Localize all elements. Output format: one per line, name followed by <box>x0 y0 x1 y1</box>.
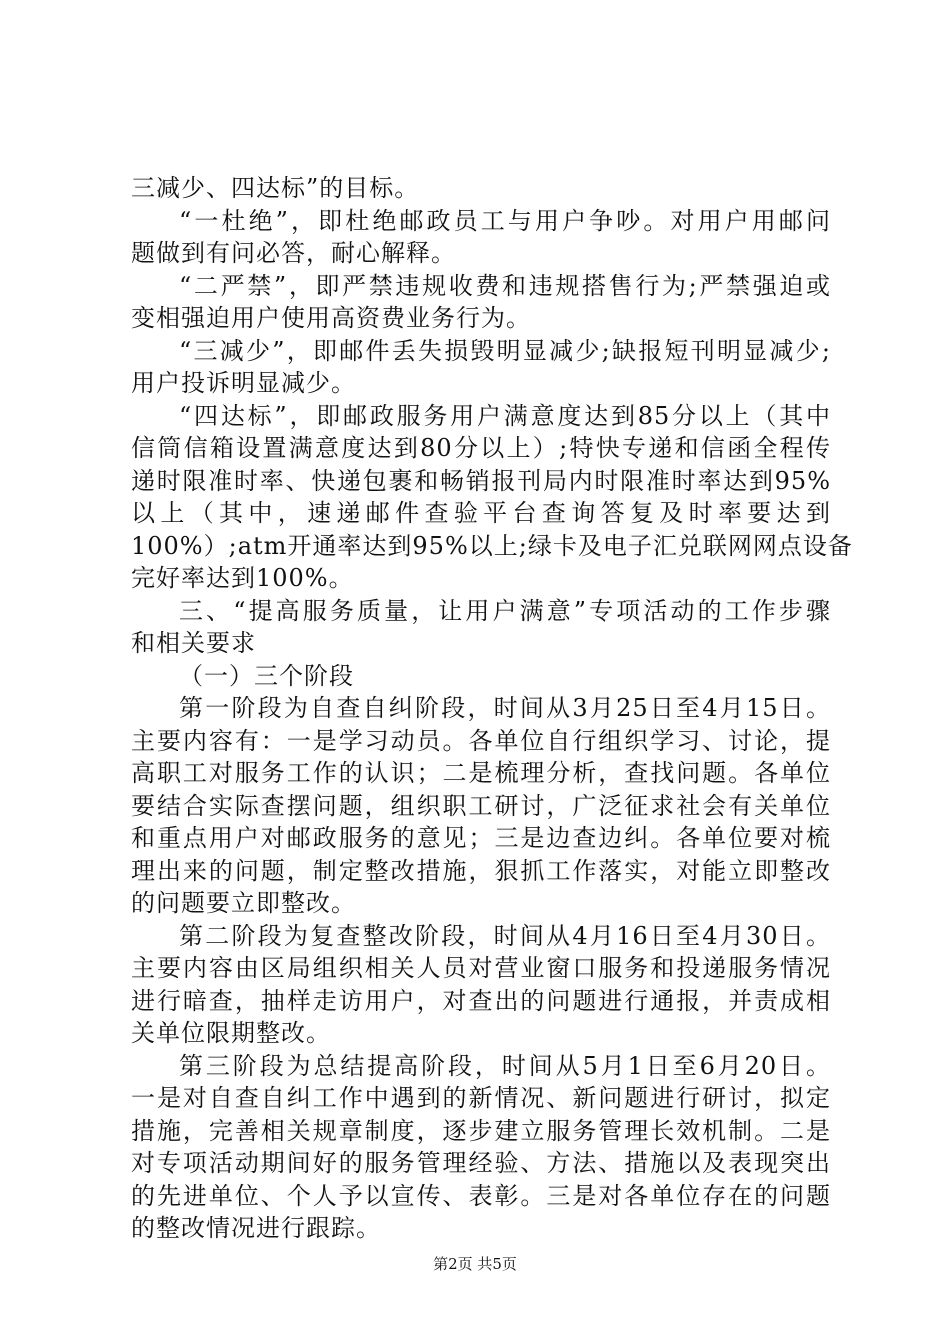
text-line: 三、“提高服务质量，让用户满意”专项活动的工作步骤 <box>179 597 831 625</box>
text-line: 和相关要求 <box>131 629 256 657</box>
text-line: “二严禁”，即严禁违规收费和违规搭售行为;严禁强迫或 <box>179 272 831 300</box>
text-line: 措施，完善相关规章制度，逐步建立服务管理长效机制。二是 <box>131 1117 831 1145</box>
text-line: （一）三个阶段 <box>179 662 354 690</box>
text-line: “三减少”，即邮件丢失损毁明显减少;缺报短刊明显减少; <box>179 337 831 365</box>
text-line: 第一阶段为自查自纠阶段，时间从3月25日至4月15日。 <box>179 694 831 722</box>
text-line: 和重点用户对邮政服务的意见；三是边查边纠。各单位要对梳 <box>131 824 831 852</box>
text-line: 主要内容有：一是学习动员。各单位自行组织学习、讨论，提 <box>131 727 831 755</box>
text-line: 信筒信箱设置满意度达到80分以上）;特快专递和信函全程传 <box>131 434 831 462</box>
text-line: 要结合实际查摆问题，组织职工研讨，广泛征求社会有关单位 <box>131 792 831 820</box>
text-line: 的问题要立即整改。 <box>131 889 356 917</box>
text-line: 变相强迫用户使用高资费业务行为。 <box>131 304 531 332</box>
text-line: 的整改情况进行跟踪。 <box>131 1214 381 1242</box>
page-number: 第2页 共5页 <box>433 1255 517 1273</box>
text-line: 高职工对服务工作的认识；二是梳理分析，查找问题。各单位 <box>131 759 831 787</box>
text-line: 进行暗查，抽样走访用户，对查出的问题进行通报，并责成相 <box>131 987 831 1015</box>
text-line: 完好率达到100%。 <box>131 564 354 592</box>
text-line: 第二阶段为复查整改阶段，时间从4月16日至4月30日。 <box>179 922 831 950</box>
text-line: 100%）;atm开通率达到95%以上;绿卡及电子汇兑联网网点设备 <box>131 532 853 560</box>
text-line: 的先进单位、个人予以宣传、表彰。三是对各单位存在的问题 <box>131 1182 831 1210</box>
text-line: 理出来的问题，制定整改措施，狠抓工作落实，对能立即整改 <box>131 857 831 885</box>
text-line: 以上（其中，速递邮件查验平台查询答复及时率要达到 <box>131 499 831 527</box>
text-line: “四达标”，即邮政服务用户满意度达到85分以上（其中 <box>179 402 831 430</box>
text-line: 第三阶段为总结提高阶段，时间从5月1日至6月20日。 <box>179 1052 831 1080</box>
text-line: 主要内容由区局组织相关人员对营业窗口服务和投递服务情况 <box>131 954 831 982</box>
text-line: 题做到有问必答，耐心解释。 <box>131 239 456 267</box>
text-line: 关单位限期整改。 <box>131 1019 331 1047</box>
text-line: “一杜绝”，即杜绝邮政员工与用户争吵。对用户用邮问 <box>179 207 831 235</box>
text-line: 递时限准时率、快递包裹和畅销报刊局内时限准时率达到95% <box>131 467 831 495</box>
text-line: 对专项活动期间好的服务管理经验、方法、措施以及表现突出 <box>131 1149 831 1177</box>
text-line: 三减少、四达标”的目标。 <box>131 174 420 202</box>
text-line: 用户投诉明显减少。 <box>131 369 356 397</box>
text-line: 一是对自查自纠工作中遇到的新情况、新问题进行研讨，拟定 <box>131 1084 831 1112</box>
